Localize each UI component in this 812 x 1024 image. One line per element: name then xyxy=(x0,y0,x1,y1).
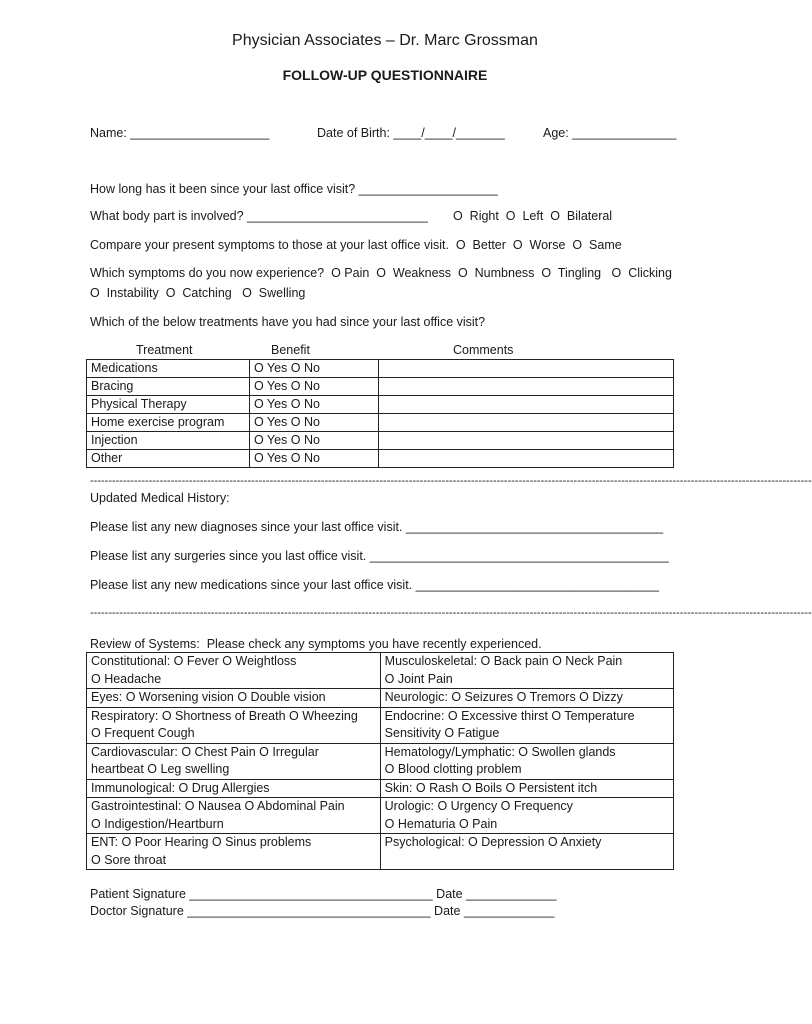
symptom-cell[interactable] xyxy=(87,779,381,798)
symptom-cell[interactable] xyxy=(380,779,673,798)
symptom-cell[interactable] xyxy=(87,834,381,870)
table-row xyxy=(87,743,674,779)
symptom-line[interactable]: Immunological: O Drug Allergies xyxy=(91,780,270,795)
comments-cell[interactable] xyxy=(378,396,673,414)
question-symptoms-line2[interactable]: O Instability O Catching O Swelling xyxy=(90,286,306,300)
symptom-cell[interactable] xyxy=(87,707,381,743)
table-row xyxy=(87,378,674,396)
table-row xyxy=(87,798,674,834)
symptom-line[interactable]: O Blood clotting problem xyxy=(384,762,522,776)
symptom-line[interactable] xyxy=(385,852,669,870)
page-title: Physician Associates – Dr. Marc Grossman xyxy=(232,32,538,49)
symptom-cell[interactable] xyxy=(87,798,381,834)
table-row xyxy=(87,360,674,378)
treatment-cell: Bracing xyxy=(87,378,250,396)
symptom-line[interactable]: Respiratory: O Shortness of Breath O Wheezing xyxy=(91,708,358,723)
symptom-line[interactable]: heartbeat O Leg swelling xyxy=(91,762,230,776)
separator-line: ----------------------------------------------------------------------------------------------------------------------------------------------------------------------------------------------------- xyxy=(90,607,812,619)
table-row xyxy=(87,653,674,689)
benefit-options[interactable]: O Yes O No xyxy=(249,396,378,414)
treatment-cell: Medications xyxy=(87,360,250,378)
table-row xyxy=(87,834,674,870)
comments-cell[interactable] xyxy=(378,414,673,432)
question-body-part[interactable]: What body part is involved? __________________________ xyxy=(90,209,428,223)
surgeries-field[interactable]: Please list any surgeries since you last office visit. ___________________________________________ xyxy=(90,549,669,563)
symptom-cell[interactable] xyxy=(87,743,381,779)
symptom-line[interactable]: Psychological: O Depression O Anxiety xyxy=(384,835,602,849)
symptom-cell[interactable] xyxy=(380,689,673,708)
column-header-treatment: Treatment xyxy=(136,343,193,357)
benefit-options[interactable]: O Yes O No xyxy=(249,450,378,468)
table-row xyxy=(87,396,674,414)
table-row xyxy=(87,450,674,468)
table-row xyxy=(87,707,674,743)
column-header-benefit: Benefit xyxy=(271,343,310,357)
treatment-cell: Physical Therapy xyxy=(87,396,250,414)
comments-cell[interactable] xyxy=(378,432,673,450)
question-treatments: Which of the below treatments have you had since your last office visit? xyxy=(90,315,486,329)
comments-cell[interactable] xyxy=(378,360,673,378)
body-part-options[interactable]: O Right O Left O Bilateral xyxy=(453,209,613,223)
symptom-line[interactable]: Gastrointestinal: O Nausea O Abdominal Pain xyxy=(91,799,345,813)
review-of-systems-table xyxy=(86,652,674,870)
question-symptoms-line1[interactable]: Which symptoms do you now experience? O Pain O Weakness O Numbness O Tingling O Clicking xyxy=(90,266,672,280)
age-field[interactable]: Age: _______________ xyxy=(543,126,677,140)
medical-history-heading: Updated Medical History: xyxy=(90,491,230,505)
symptom-line[interactable]: O Sore throat xyxy=(91,852,167,867)
symptom-cell[interactable] xyxy=(380,707,673,743)
symptom-line[interactable]: Musculoskeletal: O Back pain O Neck Pain xyxy=(384,654,623,668)
question-last-visit[interactable]: How long has it been since your last office visit? ____________________ xyxy=(90,182,498,196)
symptom-line[interactable]: O Hematuria O Pain xyxy=(384,816,498,831)
symptom-cell[interactable] xyxy=(87,689,381,708)
symptom-line[interactable]: O Indigestion/Heartburn xyxy=(91,816,224,831)
benefit-options[interactable]: O Yes O No xyxy=(249,378,378,396)
symptom-cell[interactable] xyxy=(87,653,381,689)
benefit-options[interactable]: O Yes O No xyxy=(249,360,378,378)
symptom-cell[interactable] xyxy=(380,653,673,689)
treatment-cell: Home exercise program xyxy=(87,414,250,432)
doctor-signature-line[interactable]: Doctor Signature ___________________________________ Date _____________ xyxy=(90,904,555,918)
symptom-line[interactable]: Constitutional: O Fever O Weightloss xyxy=(91,654,297,668)
symptom-line[interactable]: Eyes: O Worsening vision O Double vision xyxy=(91,690,326,704)
symptom-cell[interactable] xyxy=(380,743,673,779)
new-medications-field[interactable]: Please list any new medications since your last office visit. ___________________________________ xyxy=(90,578,659,592)
symptom-line[interactable]: O Headache xyxy=(91,671,162,686)
symptom-line[interactable]: O Joint Pain xyxy=(384,671,453,686)
comments-cell[interactable] xyxy=(378,378,673,396)
symptom-line[interactable]: Endocrine: O Excessive thirst O Temperature xyxy=(384,708,635,723)
patient-signature-line[interactable]: Patient Signature ___________________________________ Date _____________ xyxy=(90,887,557,901)
benefit-options[interactable]: O Yes O No xyxy=(249,432,378,450)
symptom-line[interactable]: ENT: O Poor Hearing O Sinus problems xyxy=(91,835,312,849)
name-field[interactable]: Name: ____________________ xyxy=(90,126,270,140)
symptom-line[interactable]: Neurologic: O Seizures O Tremors O Dizzy xyxy=(384,690,623,704)
question-compare-symptoms[interactable]: Compare your present symptoms to those at your last office visit. O Better O Worse O Same xyxy=(90,238,622,252)
symptom-cell[interactable] xyxy=(380,834,673,870)
table-row xyxy=(87,432,674,450)
symptom-line[interactable]: Urologic: O Urgency O Frequency xyxy=(384,799,573,813)
review-of-systems-heading: Review of Systems: Please check any symptoms you have recently experienced. xyxy=(90,637,542,651)
separator-line: ----------------------------------------------------------------------------------------------------------------------------------------------------------------------------------------------------- xyxy=(90,475,812,487)
symptom-line[interactable]: Skin: O Rash O Boils O Persistent itch xyxy=(384,780,598,795)
symptom-cell[interactable] xyxy=(380,798,673,834)
symptom-line[interactable]: Cardiovascular: O Chest Pain O Irregular xyxy=(91,744,319,759)
treatment-cell: Other xyxy=(87,450,250,468)
table-row xyxy=(87,414,674,432)
treatment-cell: Injection xyxy=(87,432,250,450)
benefit-options[interactable]: O Yes O No xyxy=(249,414,378,432)
table-row xyxy=(87,689,674,708)
symptom-line[interactable]: Hematology/Lymphatic: O Swollen glands xyxy=(384,744,616,759)
dob-field[interactable]: Date of Birth: ____/____/_______ xyxy=(317,126,505,140)
comments-cell[interactable] xyxy=(378,450,673,468)
column-header-comments: Comments xyxy=(453,343,514,357)
form-subtitle: FOLLOW-UP QUESTIONNAIRE xyxy=(282,67,488,83)
symptom-line[interactable]: O Frequent Cough xyxy=(91,726,195,740)
treatment-table xyxy=(86,359,674,468)
symptom-line[interactable]: Sensitivity O Fatigue xyxy=(384,726,500,740)
new-diagnoses-field[interactable]: Please list any new diagnoses since your last office visit. _____________________________________ xyxy=(90,520,664,534)
table-row xyxy=(87,779,674,798)
